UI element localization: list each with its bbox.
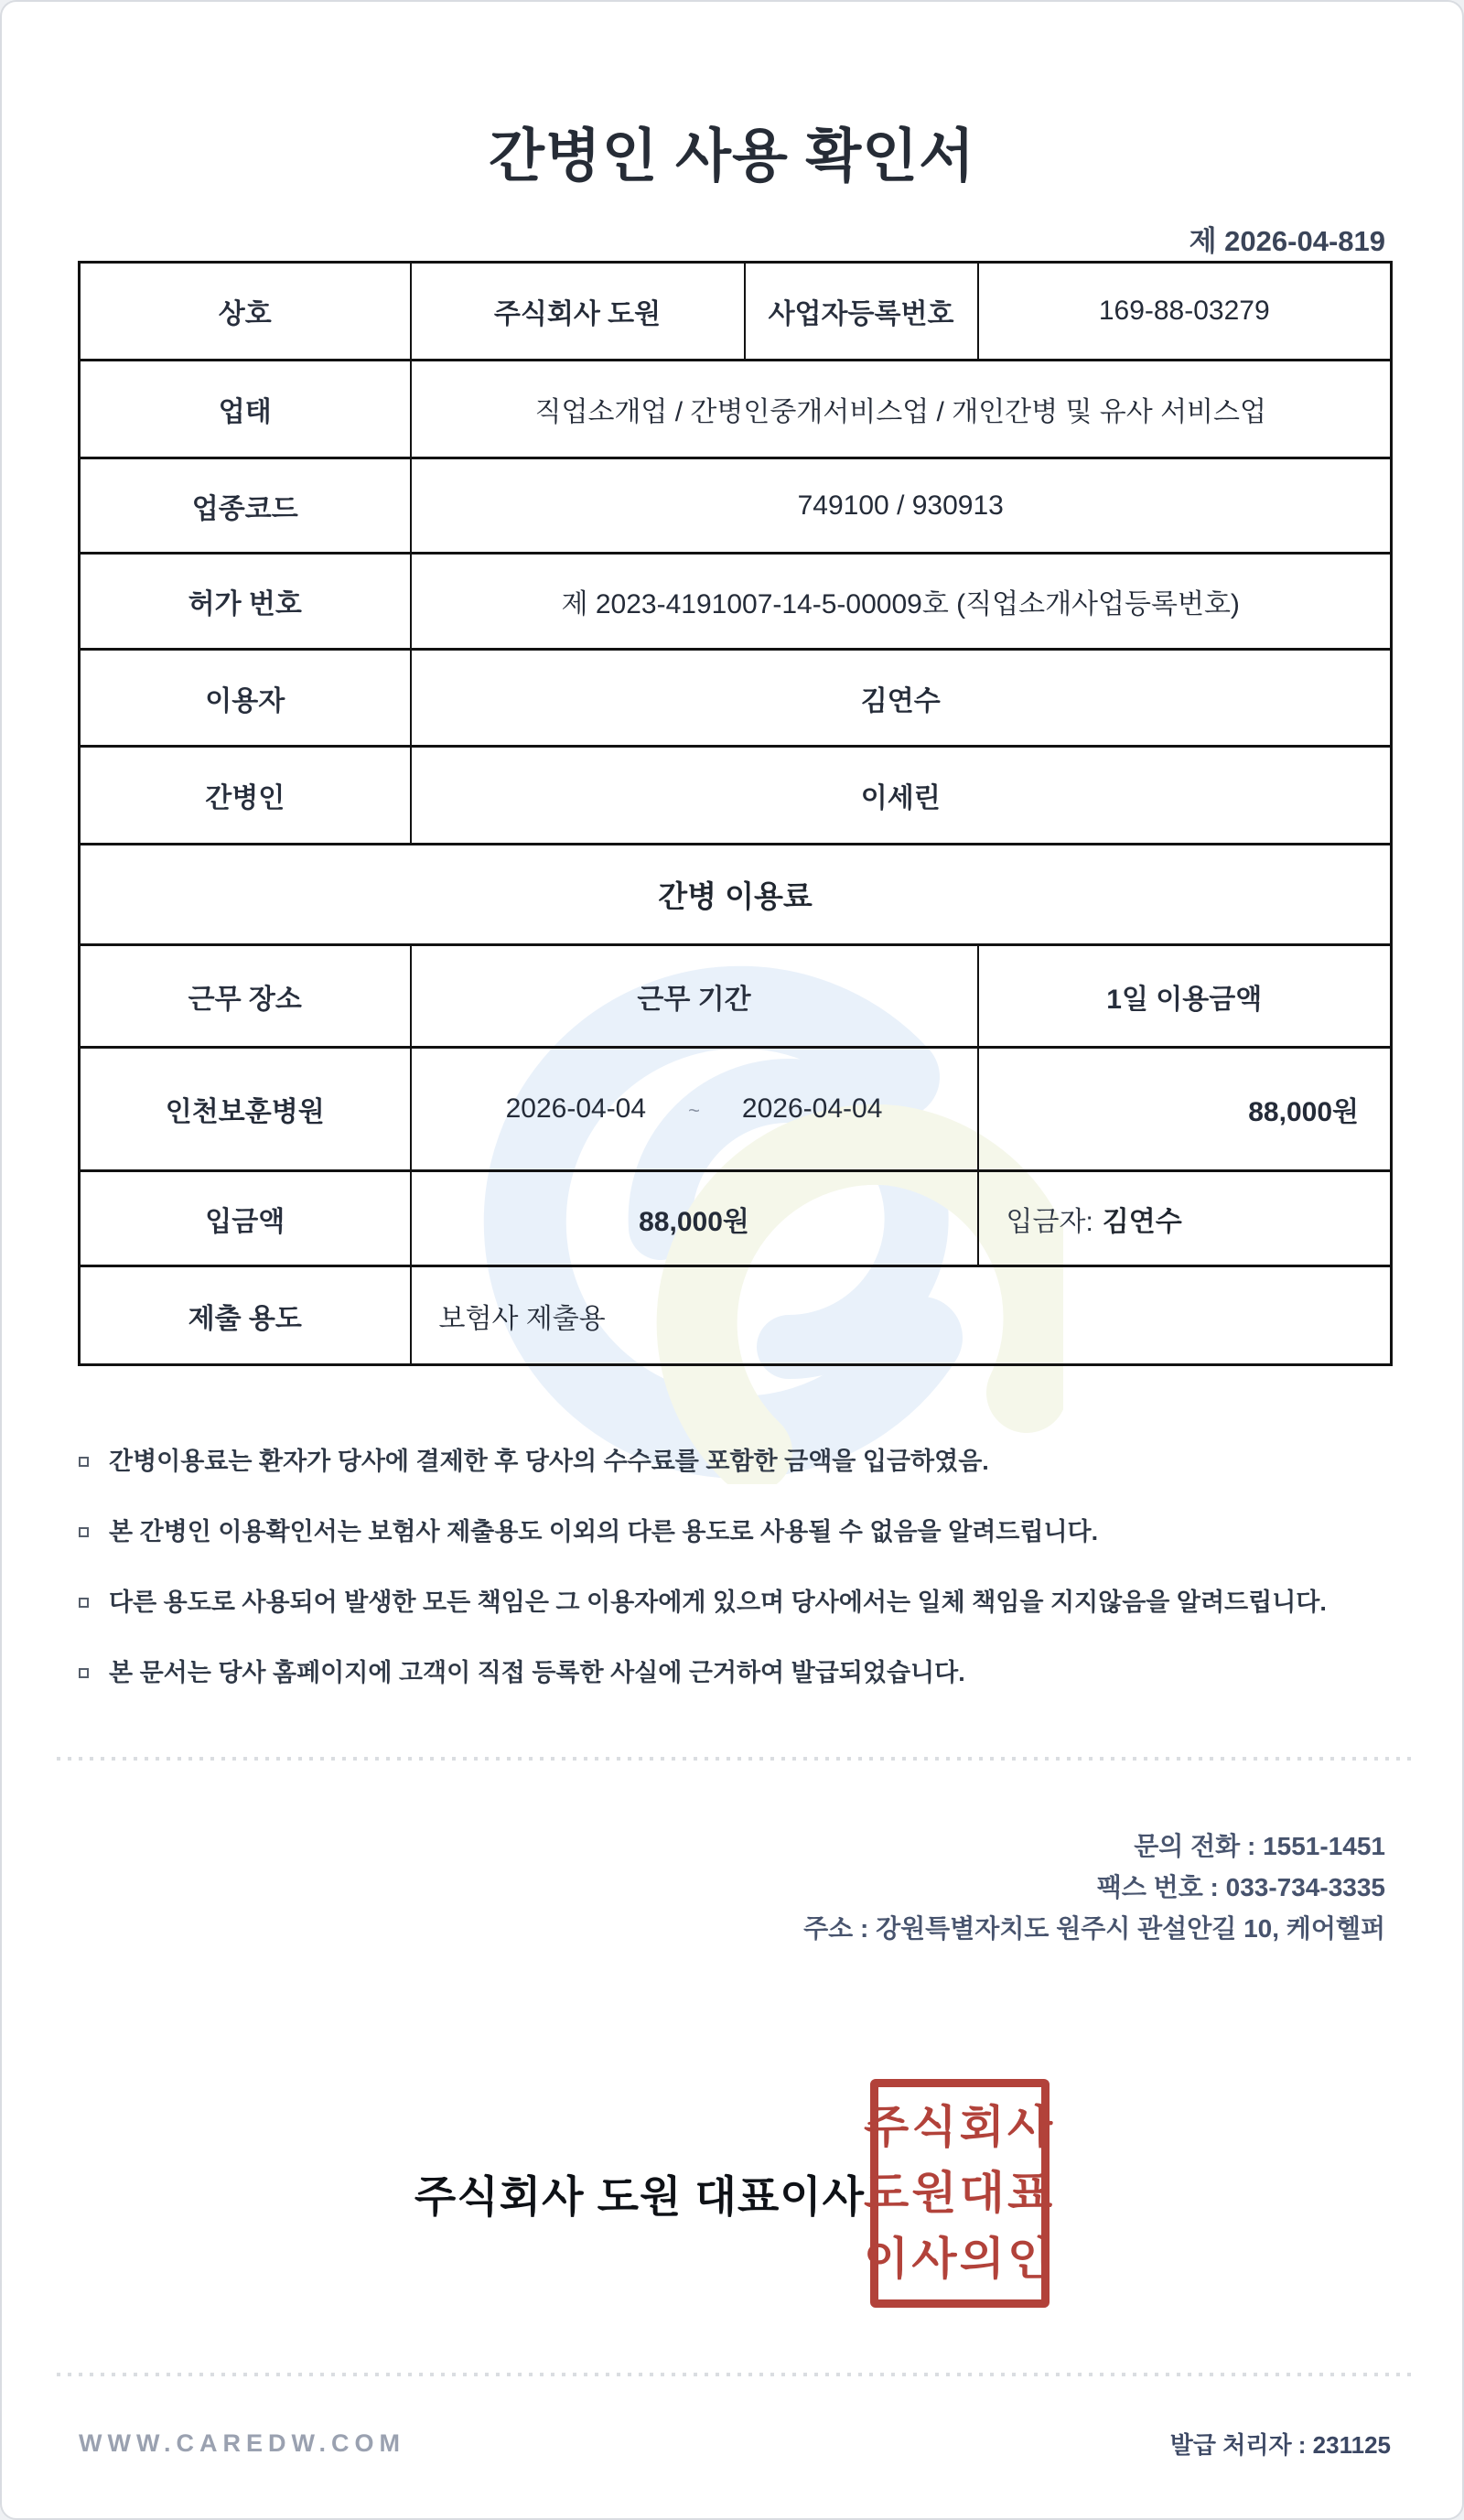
company-signature-text: 주식회사 도원 대표이사 (414, 2171, 866, 2221)
dotted-divider (57, 2373, 1411, 2376)
user-label-cell: 이용자 (80, 650, 411, 747)
table-row (80, 1171, 1392, 1266)
biztype-value-cell: 직업소개업 / 간병인중개서비스업 / 개인간병 및 유사 서비스업 (411, 361, 1392, 458)
caregiver-label-cell: 간병인 (80, 747, 411, 845)
document-number: 제 2026-04-819 (1189, 225, 1385, 257)
code-value-cell: 749100 / 930913 (411, 458, 1392, 554)
place-header-cell: 근무 장소 (80, 945, 411, 1048)
period-start: 2026-04-04 (505, 1093, 647, 1124)
fee-section-title-cell: 간병 이용료 (80, 845, 1392, 945)
page-title: 간병인 사용 확인서 (489, 124, 975, 188)
footer-issuer: 발급 처리자 : 231125 (1169, 2430, 1391, 2459)
note-text: 간병이용료는 환자가 당사에 결제한 후 당사의 수수료를 포함한 금액을 입금하였음. (109, 1448, 989, 1475)
seal-text-line: 이사의인 (864, 2235, 1056, 2284)
purpose-label-cell: 제출 용도 (80, 1266, 411, 1365)
dotted-divider (57, 1757, 1411, 1761)
table-row (80, 845, 1392, 945)
contact-address: 주소 : 강원특별자치도 원주시 관설안길 10, 케어헬퍼 (803, 1914, 1385, 1943)
note-item (79, 1516, 1405, 1547)
table-row (80, 747, 1392, 845)
deposit-label-cell: 입금액 (80, 1171, 411, 1266)
place-value-cell: 인천보훈병원 (80, 1048, 411, 1171)
company-label-cell: 상호 (80, 263, 411, 361)
contact-phone: 문의 전화 : 1551-1451 (1134, 1832, 1385, 1860)
table-row (80, 554, 1392, 650)
square-bullet-icon (79, 1457, 89, 1467)
square-bullet-icon (79, 1527, 89, 1537)
note-text: 다른 용도로 사용되어 발생한 모든 책임은 그 이용자에게 있으며 당사에서는 일체 책임을 지지않음을 알려드립니다. (109, 1588, 1327, 1616)
table-row (80, 1048, 1392, 1171)
square-bullet-icon (79, 1668, 89, 1678)
table-row (80, 263, 1392, 361)
purpose-value-cell: 보험사 제출용 (411, 1266, 1392, 1365)
contact-fax: 팩스 번호 : 033-734-3335 (1096, 1873, 1385, 1901)
caregiver-value-cell: 이세린 (411, 747, 1392, 845)
seal-text-line: 주식회사 (864, 2103, 1056, 2152)
period-end: 2026-04-04 (741, 1093, 883, 1124)
table-row (80, 458, 1392, 554)
biztype-label-cell: 업태 (80, 361, 411, 458)
depositor-cell (978, 1171, 1392, 1266)
user-value-cell: 김연수 (411, 650, 1392, 747)
bizreg-label-cell: 사업자등록번호 (745, 263, 978, 361)
depositor-name: 김연수 (1102, 1206, 1182, 1237)
period-value-cell (411, 1048, 978, 1171)
permit-value-cell: 제 2023-4191007-14-5-00009호 (직업소개사업등록번호) (411, 554, 1392, 650)
period-separator: ~ (688, 1099, 700, 1122)
table-row (80, 650, 1392, 747)
note-item (79, 1657, 1405, 1688)
deposit-value-cell: 88,000원 (411, 1171, 978, 1266)
contact-block (803, 1825, 1385, 1949)
footer-website: WWW.CAREDW.COM (79, 2428, 405, 2457)
permit-label-cell: 허가 번호 (80, 554, 411, 650)
bizreg-value-cell: 169-88-03279 (978, 263, 1392, 361)
company-seal-stamp-icon (864, 2079, 1056, 2308)
table-row (80, 1266, 1392, 1365)
depositor-label: 입금자: (1006, 1206, 1093, 1237)
note-text: 본 문서는 당사 홈페이지에 고객이 직접 등록한 사실에 근거하여 발급되었습니다. (109, 1659, 965, 1686)
note-item (79, 1446, 1405, 1477)
notes-list (79, 1446, 1405, 1728)
confirmation-table (78, 261, 1393, 1366)
square-bullet-icon (79, 1598, 89, 1608)
table-row (80, 945, 1392, 1048)
period-header-cell: 근무 기간 (411, 945, 978, 1048)
table-row (80, 361, 1392, 458)
company-value-cell: 주식회사 도원 (411, 263, 745, 361)
note-text: 본 간병인 이용확인서는 보험사 제출용도 이외의 다른 용도로 사용될 수 없음을 알려드립니다. (109, 1518, 1099, 1545)
daily-value-cell: 88,000원 (978, 1048, 1392, 1171)
footer-bar (79, 2418, 1391, 2469)
signature-row (2, 2079, 1462, 2308)
seal-text-line: 도원대표 (864, 2169, 1056, 2218)
code-label-cell: 업종코드 (80, 458, 411, 554)
daily-header-cell: 1일 이용금액 (978, 945, 1392, 1048)
note-item (79, 1587, 1405, 1618)
